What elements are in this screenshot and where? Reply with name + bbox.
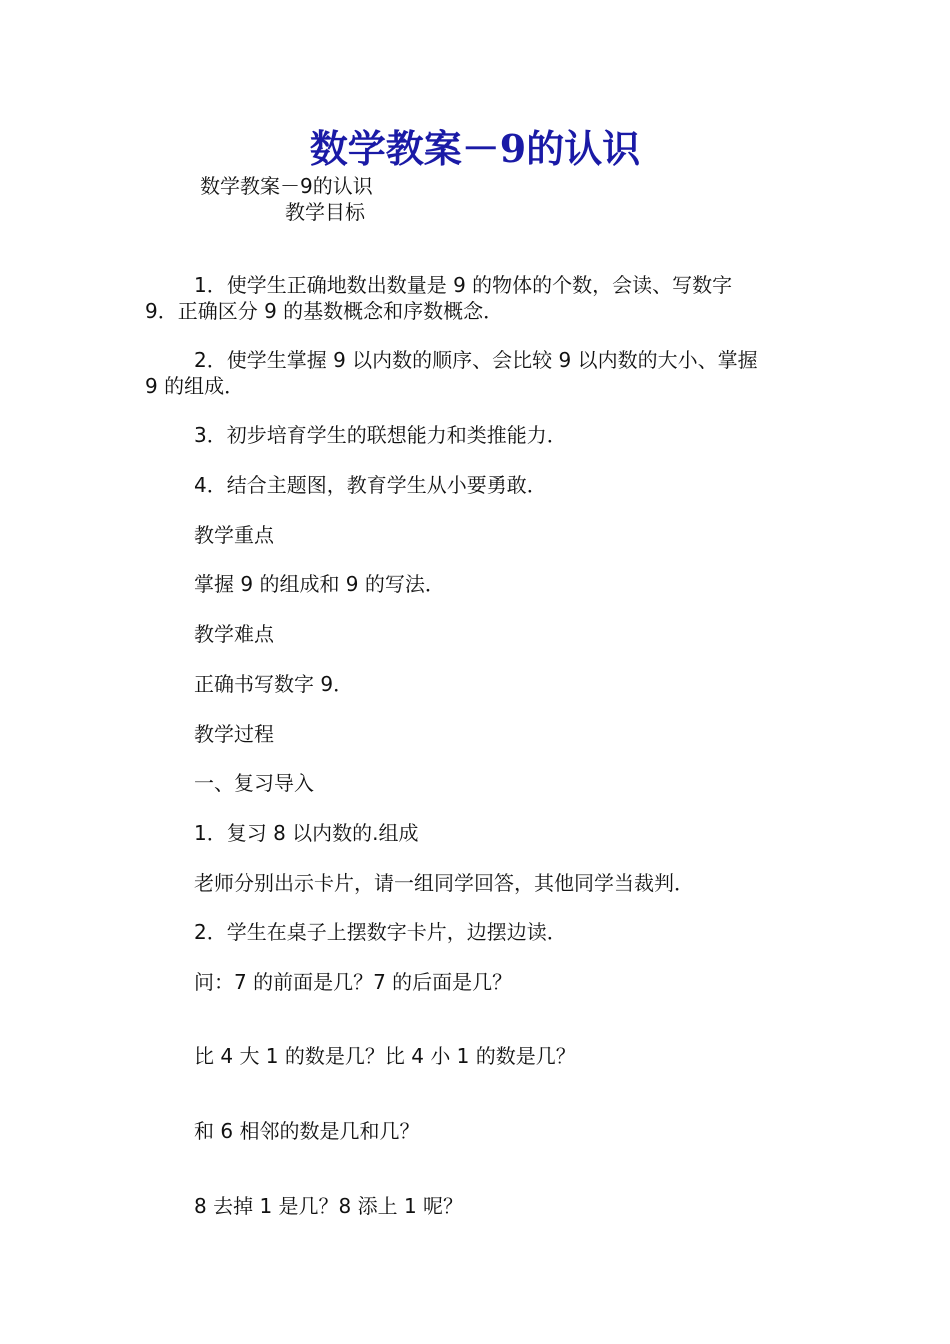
difficulty-text: 正确书写数字 9． xyxy=(194,672,354,696)
document-title: 数学教案－9的认识 xyxy=(309,126,641,171)
question-1: 问：7 的前面是几？7 的后面是几？ xyxy=(194,970,513,994)
objective-1-line-1: 1．使学生正确地数出数量是 9 的物体的个数，会读、写数字 xyxy=(194,273,733,297)
objectives-heading: 教学目标 xyxy=(285,200,365,224)
difficulty-heading: 教学难点 xyxy=(194,622,274,646)
review-item-2: 2．学生在桌子上摆数字卡片，边摆边读． xyxy=(194,920,567,944)
question-4: 8 去掉 1 是几？8 添上 1 呢？ xyxy=(194,1194,464,1218)
question-2: 比 4 大 1 的数是几？比 4 小 1 的数是几？ xyxy=(194,1044,576,1068)
objective-3: 3．初步培育学生的联想能力和类推能力． xyxy=(194,423,567,447)
objective-1-line-2: 9．正确区分 9 的基数概念和序数概念． xyxy=(145,299,504,323)
document-subtitle: 数学教案－9的认识 xyxy=(200,174,373,198)
review-item-1-detail: 老师分别出示卡片，请一组同学回答，其他同学当裁判． xyxy=(194,871,694,895)
key-point-text: 掌握 9 的组成和 9 的写法． xyxy=(194,572,445,596)
objective-4: 4．结合主题图，教育学生从小要勇敢． xyxy=(194,473,547,497)
section-1-heading: 一、复习导入 xyxy=(194,771,314,795)
review-item-1: 1．复习 8 以内数的.组成 xyxy=(194,821,419,845)
process-heading: 教学过程 xyxy=(194,722,274,746)
objective-2-line-1: 2．使学生掌握 9 以内数的顺序、会比较 9 以内数的大小、掌握 xyxy=(194,348,758,372)
question-3: 和 6 相邻的数是几和几？ xyxy=(194,1119,420,1143)
objective-2-line-2: 9 的组成． xyxy=(145,374,245,398)
key-point-heading: 教学重点 xyxy=(194,523,274,547)
